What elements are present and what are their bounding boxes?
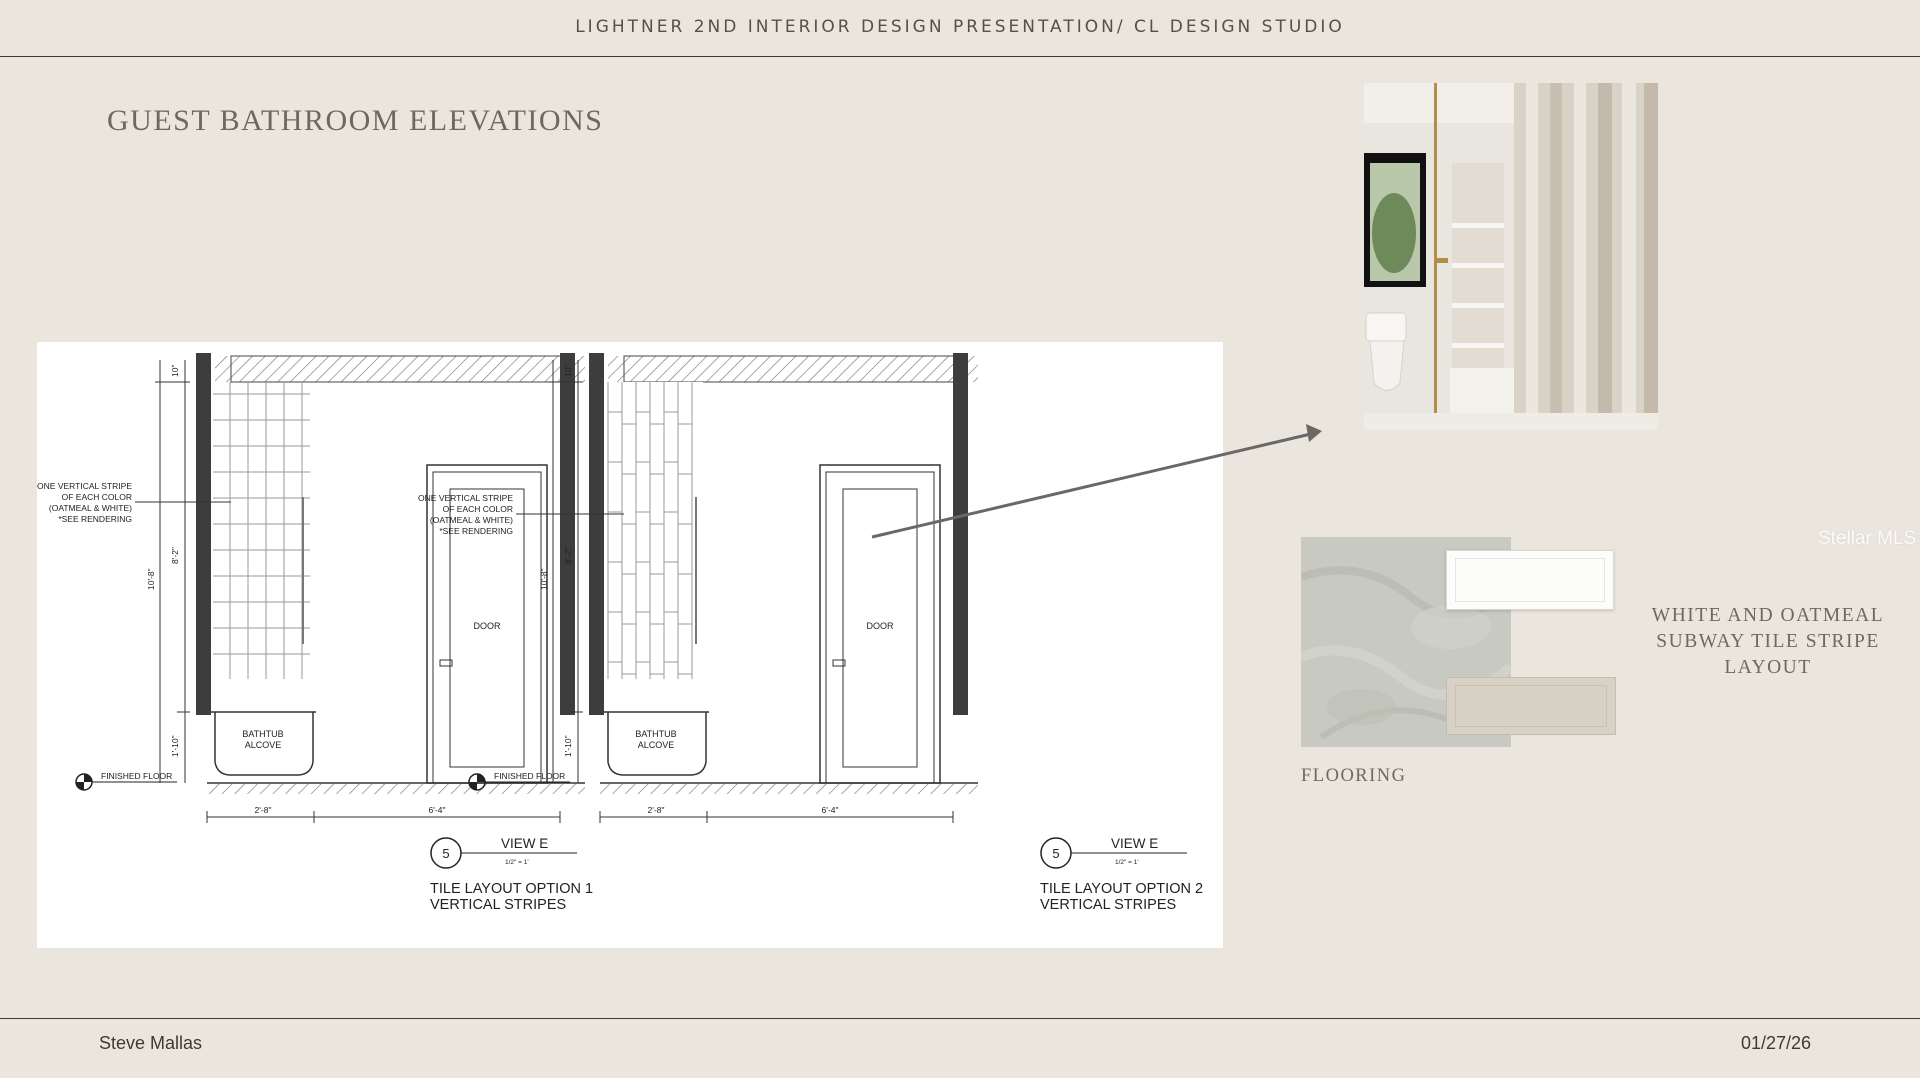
view-scale: 1/2" = 1' <box>505 859 529 866</box>
elevation-option-1 <box>37 353 593 913</box>
dim-1-10: 1'-10" <box>563 735 573 757</box>
caption-line-1: TILE LAYOUT OPTION 1 <box>430 881 594 897</box>
ceiling-hatch <box>608 356 978 382</box>
tile-caption-line-2: SUBWAY TILE STRIPE <box>1656 631 1880 652</box>
tile-caption-line-1: WHITE AND OATMEAL <box>1651 605 1885 626</box>
door-label: DOOR <box>866 621 894 631</box>
tile-caption-line-3: LAYOUT <box>1724 657 1812 678</box>
caption-line-2: VERTICAL STRIPES <box>430 897 567 913</box>
dim-10-8: 10'-8" <box>146 568 156 590</box>
dim-6-4: 6'-4" <box>428 805 446 815</box>
door-label: DOOR <box>473 621 501 631</box>
dim-6-4: 6'-4" <box>821 805 839 815</box>
page-title: GUEST BATHROOM ELEVATIONS <box>107 104 604 137</box>
wall-post-left <box>589 353 604 715</box>
dim-8-2: 8'-2" <box>170 547 180 564</box>
footer-author: Steve Mallas <box>99 1033 203 1053</box>
note-line-2: OF EACH COLOR <box>61 492 132 502</box>
mls-watermark: Stellar MLS <box>1818 528 1917 549</box>
note-line-3: (OATMEAL & WHITE) <box>429 515 513 525</box>
wall-post-left <box>196 353 211 715</box>
pointer-arrow <box>860 410 1330 550</box>
view-name: VIEW E <box>1111 836 1159 851</box>
tile-caption <box>1640 603 1896 681</box>
finished-floor-label: FINISHED FLOOR <box>494 771 566 781</box>
view-name: VIEW E <box>501 836 549 851</box>
note-line-1: ONE VERTICAL STRIPE <box>37 481 132 491</box>
note-line-1: ONE VERTICAL STRIPE <box>418 493 513 503</box>
view-scale: 1/2" = 1' <box>1115 859 1139 866</box>
tile-stripe-area <box>606 382 703 679</box>
bathtub <box>213 712 313 719</box>
note-line-2: OF EACH COLOR <box>442 504 513 514</box>
white-subway-tile-swatch <box>1446 550 1614 610</box>
view-number: 5 <box>1052 846 1060 861</box>
note-line-4: *SEE RENDERING <box>439 526 513 536</box>
bathtub-label-2: ALCOVE <box>637 740 675 750</box>
bathroom-rendering-image <box>1364 83 1658 430</box>
bathtub-label-2: ALCOVE <box>244 740 282 750</box>
note-line-4: *SEE RENDERING <box>58 514 132 524</box>
tile-stripe-area <box>213 382 310 679</box>
dim-2-8: 2'-8" <box>254 805 272 815</box>
bathtub-label-1: BATHTUB <box>242 729 284 739</box>
finished-floor-label: FINISHED FLOOR <box>101 771 173 781</box>
caption-line-2: VERTICAL STRIPES <box>1040 897 1177 913</box>
ceiling-hatch <box>215 356 585 382</box>
view-number: 5 <box>442 846 450 861</box>
dim-2-8: 2'-8" <box>647 805 665 815</box>
flooring-label: FLOORING <box>1301 766 1407 786</box>
wall-post-right <box>560 353 575 715</box>
dim-8-2: 8'-2" <box>563 547 573 564</box>
bathtub-label-1: BATHTUB <box>635 729 677 739</box>
footer-date: 01/27/26 <box>1741 1033 1812 1053</box>
dim-10in: 10" <box>170 364 180 377</box>
note-line-3: (OATMEAL & WHITE) <box>48 503 132 513</box>
oatmeal-subway-tile-swatch <box>1446 677 1616 735</box>
dim-10-8: 10'-8" <box>539 568 549 590</box>
dim-1-10: 1'-10" <box>170 735 180 757</box>
caption-line-1: TILE LAYOUT OPTION 2 <box>1040 881 1204 897</box>
dim-10in: 10" <box>563 364 573 377</box>
presentation-header: LIGHTNER 2ND INTERIOR DESIGN PRESENTATION/ CL DESIGN STUDIO <box>0 0 1920 57</box>
footer-divider <box>0 1018 1920 1019</box>
